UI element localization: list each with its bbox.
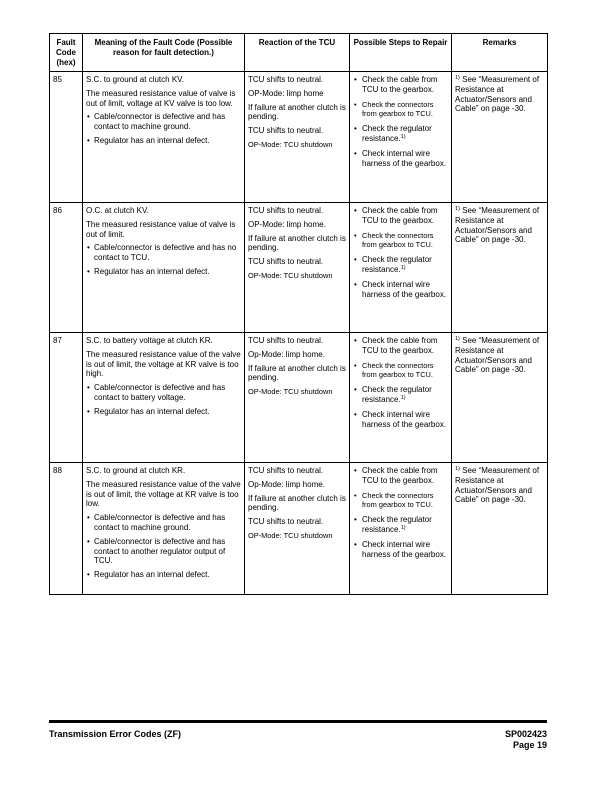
meaning-cell [83, 72, 245, 203]
cause-item: • Cable/connector is defective and has contact to machine ground. [86, 513, 241, 533]
footer-section-title: Transmission Error Codes (ZF) [49, 729, 182, 739]
step-item: • Check the cable from TCU to the gearbox. [353, 75, 448, 95]
meaning-title: S.C. to battery voltage at clutch KR. [86, 336, 213, 345]
step-item: • Check the connectors from gearbox to TCU. [353, 361, 448, 381]
meaning-cell [83, 333, 245, 463]
step-item: • Check internal wire harness of the gearbox. [353, 280, 448, 300]
steps-cell [350, 333, 452, 463]
reaction-cell [245, 72, 350, 203]
table-row [50, 463, 548, 595]
footnote-marker: 1) [455, 336, 460, 342]
step-text: Check the regulator resistance. [362, 124, 432, 143]
step-item: • Check the cable from TCU to the gearbox. [353, 206, 448, 226]
footer-divider [49, 720, 547, 723]
reaction-item: TCU shifts to neutral. [248, 257, 324, 267]
step-text: Check the regulator resistance. [362, 515, 432, 534]
header-steps: Possible Steps to Repair [350, 34, 452, 72]
step-item: • Check internal wire harness of the gearbox. [353, 540, 448, 560]
fault-code: 87 [50, 333, 83, 463]
remark-text: See “Measurement of Resistance at Actuator/Sensors and Cable” on page -30. [455, 75, 540, 114]
meaning-detail: The measured resistance value of the valve is out of limit, the voltage at KR valve is too high. [86, 349, 241, 379]
cause-item: • Cable/connector is defective and has contact to machine ground. [86, 112, 241, 132]
step-item [353, 255, 448, 275]
table-row [50, 72, 548, 203]
header-fault-code: Fault Code (hex) [50, 34, 83, 72]
reaction-item: Op-Mode: limp home. [248, 479, 325, 489]
remarks-cell [452, 72, 548, 203]
cause-item: • Cable/connector is defective and has no contact to TCU. [86, 243, 241, 263]
header-reaction: Reaction of the TCU [245, 34, 350, 72]
cause-item: • Regulator has an internal defect. [86, 407, 241, 417]
footnote-marker: 1) [455, 466, 460, 472]
step-item: • Check the cable from TCU to the gearbox. [353, 466, 448, 486]
page-number: Page 19 [512, 740, 547, 750]
footer-page-info [505, 729, 547, 751]
remark-text: See “Measurement of Resistance at Actuator/Sensors and Cable” on page -30. [455, 206, 540, 245]
footnote-marker: 1) [400, 133, 406, 140]
reaction-item: If failure at another clutch is pending. [248, 363, 346, 383]
step-text: Check the regulator resistance. [362, 255, 432, 274]
remarks-cell [452, 333, 548, 463]
cause-item: • Cable/connector is defective and has contact to another regulator output of TCU. [86, 537, 241, 566]
header-remarks: Remarks [452, 34, 548, 72]
step-item [353, 385, 448, 405]
reaction-item: TCU shifts to neutral. [248, 466, 324, 475]
reaction-item: TCU shifts to neutral. [248, 75, 324, 84]
reaction-item: If failure at another clutch is pending. [248, 233, 346, 253]
reaction-item: OP-Mode: TCU shutdown [248, 270, 333, 280]
table-row [50, 203, 548, 333]
meaning-detail: The measured resistance value of valve is out of limit. [86, 219, 236, 239]
step-item: • Check the connectors from gearbox to TCU. [353, 491, 448, 511]
remark-text: See “Measurement of Resistance at Actuator/Sensors and Cable” on page -30. [455, 466, 540, 505]
fault-code-table [49, 33, 548, 595]
step-item: • Check internal wire harness of the gearbox. [353, 410, 448, 430]
step-item: • Check internal wire harness of the gearbox. [353, 149, 448, 169]
step-item: • Check the connectors from gearbox to TCU. [353, 231, 448, 251]
footnote-marker: 1) [455, 206, 460, 212]
header-meaning: Meaning of the Fault Code (Possible reason for fault detection.) [83, 34, 245, 72]
reaction-item: OP-Mode: limp home [248, 88, 324, 98]
steps-cell [350, 463, 452, 595]
cause-item: • Regulator has an internal defect. [86, 267, 241, 277]
reaction-item: OP-Mode: limp home. [248, 219, 326, 229]
step-text: Check the regulator resistance. [362, 385, 432, 404]
meaning-title: S.C. to ground at clutch KV. [86, 75, 184, 84]
fault-code: 86 [50, 203, 83, 333]
meaning-cell [83, 463, 245, 595]
meaning-cell [83, 203, 245, 333]
steps-cell [350, 72, 452, 203]
reaction-item: If failure at another clutch is pending. [248, 493, 346, 513]
reaction-cell [245, 333, 350, 463]
footnote-marker: 1) [400, 524, 406, 531]
footnote-marker: 1) [455, 75, 460, 81]
reaction-cell [245, 463, 350, 595]
remarks-cell [452, 203, 548, 333]
cause-item: • Cable/connector is defective and has contact to battery voltage. [86, 383, 241, 403]
reaction-item: TCU shifts to neutral. [248, 126, 324, 136]
reaction-item: If failure at another clutch is pending. [248, 102, 346, 122]
table-row [50, 333, 548, 463]
cause-item: • Regulator has an internal defect. [86, 570, 241, 580]
footnote-marker: 1) [400, 264, 406, 271]
reaction-item: Op-Mode: limp home. [248, 349, 325, 359]
reaction-cell [245, 203, 350, 333]
meaning-detail: The measured resistance value of valve is out of limit, voltage at KV valve is too low. [86, 88, 236, 108]
step-item: • Check the cable from TCU to the gearbox. [353, 336, 448, 356]
footnote-marker: 1) [400, 394, 406, 401]
steps-cell [350, 203, 452, 333]
reaction-item: TCU shifts to neutral. [248, 206, 324, 215]
step-item: • Check the connectors from gearbox to TCU. [353, 100, 448, 120]
table-header-row [50, 34, 548, 72]
remarks-cell [452, 463, 548, 595]
meaning-title: S.C. to ground at clutch KR. [86, 466, 186, 475]
reaction-item: OP-Mode: TCU shutdown [248, 139, 333, 149]
remark-text: See “Measurement of Resistance at Actuator/Sensors and Cable” on page -30. [455, 336, 540, 375]
fault-code: 88 [50, 463, 83, 595]
step-item [353, 124, 448, 144]
meaning-title: O.C. at clutch KV. [86, 206, 149, 215]
cause-item: • Regulator has an internal defect. [86, 136, 241, 146]
doc-number: SP002423 [504, 729, 547, 739]
reaction-item: TCU shifts to neutral. [248, 336, 324, 345]
reaction-item: OP-Mode: TCU shutdown [248, 387, 333, 397]
step-item [353, 515, 448, 535]
reaction-item: TCU shifts to neutral. [248, 517, 324, 527]
reaction-item: OP-Mode: TCU shutdown [248, 530, 333, 540]
meaning-detail: The measured resistance value of the valve is out of limit, the voltage at KR valve is too low. [86, 479, 241, 509]
fault-code: 85 [50, 72, 83, 203]
